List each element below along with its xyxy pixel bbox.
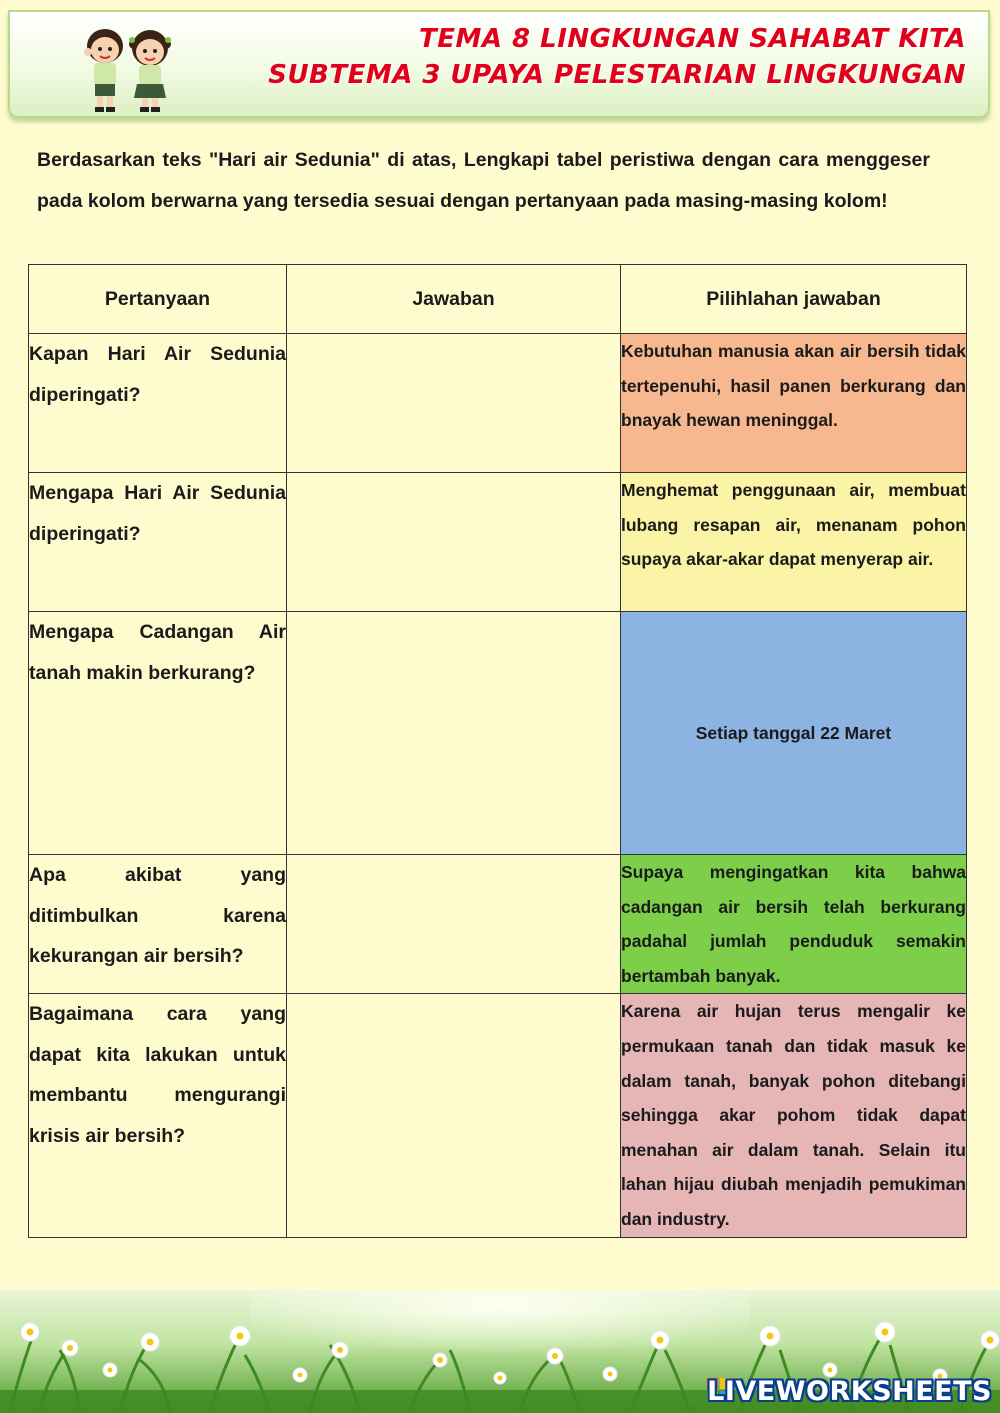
header-question: Pertanyaan bbox=[29, 265, 287, 334]
question-cell: Mengapa Hari Air Sedunia diperingati? bbox=[29, 473, 287, 612]
header-choices: Pilihlahan jawaban bbox=[621, 265, 967, 334]
answer-choice-tile[interactable]: Supaya mengingatkan kita bahwa cadangan air bersih telah berkurang padahal jumlah penduduk semakin bertambah banyak. bbox=[621, 855, 967, 994]
theme-title: TEMA 8 LINGKUNGAN SAHABAT KITA bbox=[418, 24, 966, 54]
table-row bbox=[29, 334, 967, 473]
instructions-text: Berdasarkan teks "Hari air Sedunia" di atas, Lengkapi tabel peristiwa dengan cara menggeser pada kolom berwarna yang tersedia sesuai dengan pertanyaan pada masing-masing kolom! bbox=[37, 149, 930, 212]
answer-drop-zone[interactable] bbox=[287, 612, 621, 855]
question-cell: Mengapa Cadangan Air tanah makin berkurang? bbox=[29, 612, 287, 855]
answer-choice-tile[interactable]: Menghemat penggunaan air, membuat lubang resapan air, menanam pohon supaya akar-akar dapat menyerap air. bbox=[621, 473, 967, 612]
question-cell: Kapan Hari Air Sedunia diperingati? bbox=[29, 334, 287, 473]
table-row bbox=[29, 473, 967, 612]
table-row bbox=[29, 994, 967, 1238]
footer-grass-banner bbox=[0, 1290, 1000, 1413]
answer-drop-zone[interactable] bbox=[287, 334, 621, 473]
header-answer: Jawaban bbox=[287, 265, 621, 334]
liveworksheets-brand[interactable]: LIVEWORKSHEETS bbox=[707, 1376, 992, 1407]
answer-drop-zone[interactable] bbox=[287, 473, 621, 612]
table-header-row bbox=[29, 265, 967, 334]
header-banner bbox=[8, 10, 990, 118]
answer-choice-tile[interactable]: Setiap tanggal 22 Maret bbox=[621, 612, 967, 855]
question-cell: Bagaimana cara yang dapat kita lakukan untuk membantu mengurangi krisis air bersih? bbox=[29, 994, 287, 1238]
answer-drop-zone[interactable] bbox=[287, 855, 621, 994]
table-row bbox=[29, 612, 967, 855]
answer-choice-tile[interactable]: Kebutuhan manusia akan air bersih tidak tertepenuhi, hasil panen berkurang dan bnayak hewan meninggal. bbox=[621, 334, 967, 473]
answer-choice-tile[interactable]: Karena air hujan terus mengalir ke permukaan tanah dan tidak masuk ke dalam tanah, banyak pohon ditebangi sehingga akar pohom tidak dapat menahan air dalam tanah. Selain itu lahan hijau diubah menjadih pemukiman dan industry. bbox=[621, 994, 967, 1238]
worksheet-table bbox=[28, 264, 967, 1238]
question-cell: Apa akibat yang ditimbulkan karena kekurangan air bersih? bbox=[29, 855, 287, 994]
subtheme-title: SUBTEMA 3 UPAYA PELESTARIAN LINGKUNGAN bbox=[268, 60, 966, 90]
table-row bbox=[29, 855, 967, 994]
children-illustration bbox=[72, 24, 182, 116]
answer-drop-zone[interactable] bbox=[287, 994, 621, 1238]
